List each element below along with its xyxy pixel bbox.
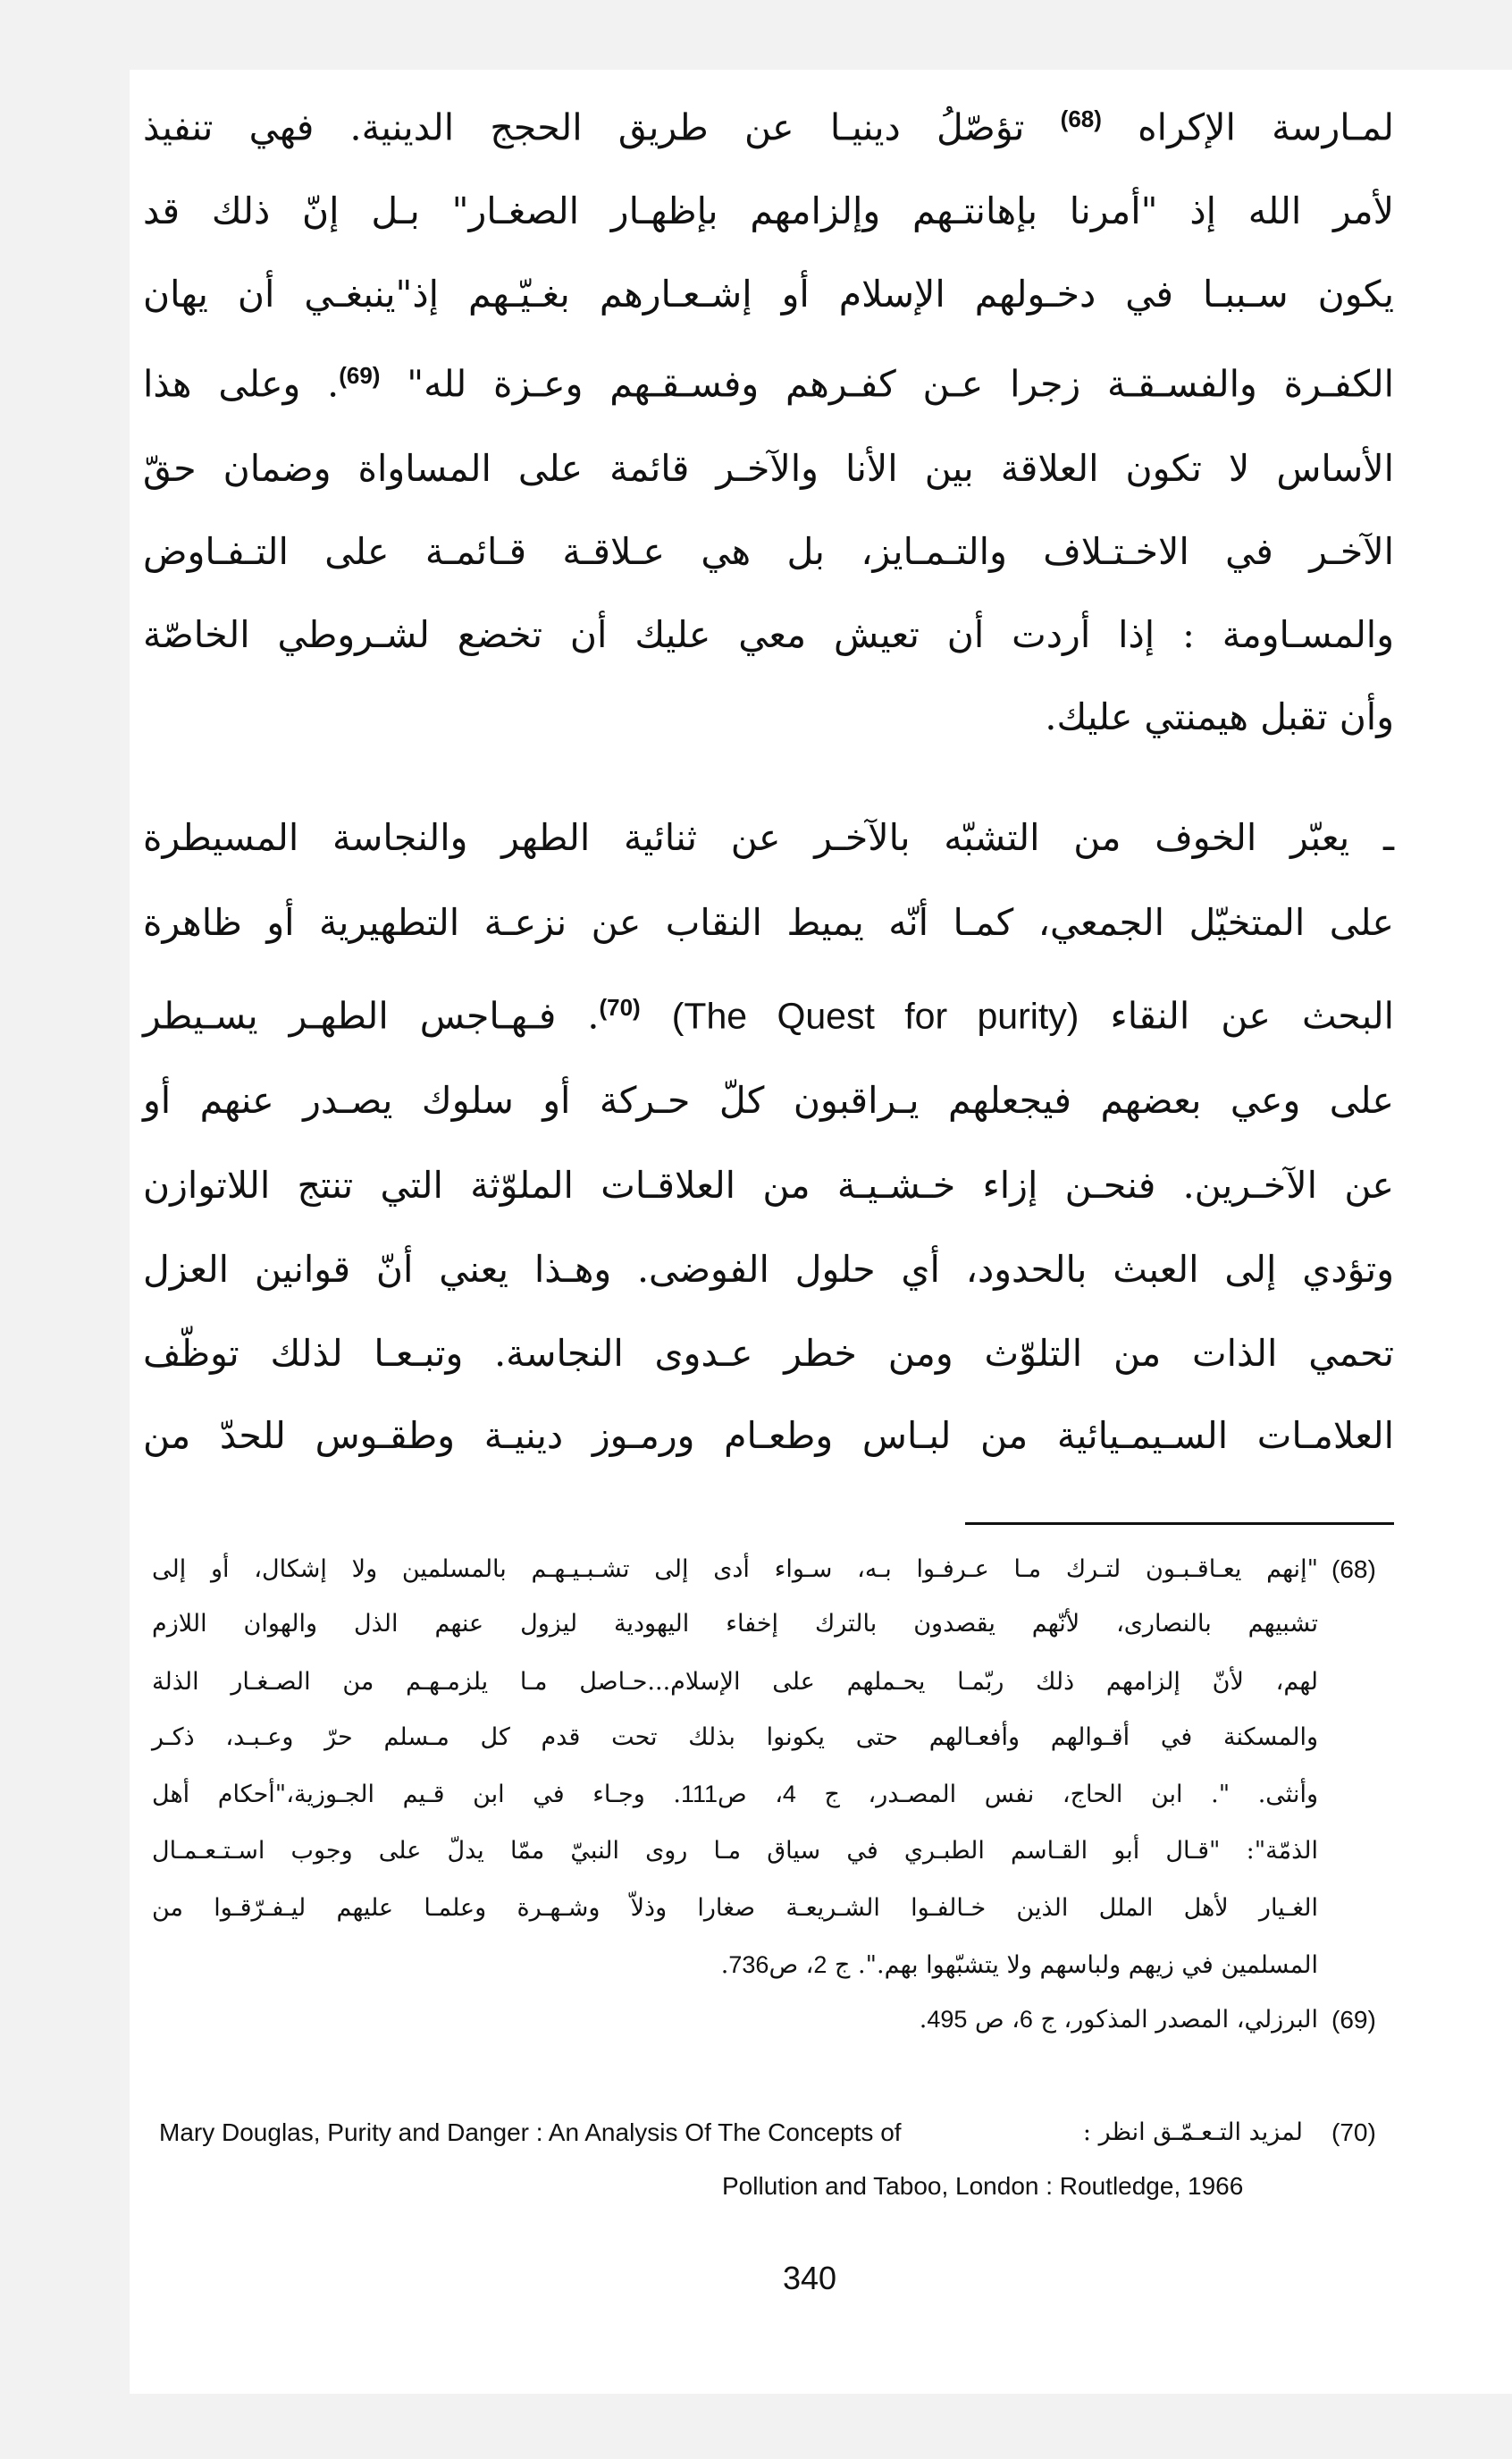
footnote-ref-68[interactable]: (68) — [1060, 105, 1102, 132]
body-line: الكفـرة والفسـقـة زجرا عـن كفـرهم وفسـقـهم وعـزة لله" $^{(69)}$. وعلى هذا — [143, 362, 1394, 406]
footnote-line: تشبيهم بالنصارى، لأنّهم يقصدون بالترك إخفاء اليهودية ليزول عنهم الذل والهوان اللازم — [152, 1610, 1318, 1638]
citation-english: Pollution and Taboo, London : Routledge, 1966 — [722, 2172, 1244, 2200]
body-line: الأساس لا تكون العلاقة بين الأنا والآخـر قائمة على المساواة وضمان حقّ — [143, 447, 1394, 490]
english-term: (The Quest for purity) — [671, 995, 1079, 1037]
page-number: 340 — [782, 2260, 837, 2296]
body-line: والمسـاومة : إذا أردت أن تعيش معي عليك أن تخضع لشـروطي الخاصّة — [143, 613, 1394, 656]
footnote-line: وأنثى. ". ابن الحاج، نفس المصـدر، ج 4، ص111. وجـاء في ابن قـيم الجـوزية،"أحكام أهل — [152, 1781, 1318, 1808]
footnote-line: الغـيار لأهل الملل الذين خـالفـوا الشـريعـة صغارا وذلاّ وشـهـرة وعلمـا عليهم ليـفـرّقـوا من — [152, 1894, 1318, 1922]
body-line: على وعي بعضهم فيجعلهم يـراقبون كلّ حـركة أو سلوك يصـدر عنهم أو — [143, 1079, 1394, 1122]
footnote-line: "إنهم يعـاقـبـون لتـرك مـا عـرفـوا بـه، سـواء أدى إلى تشـبـيـهـم بالمسلمين ولا إشكال، أو إلى — [152, 1555, 1318, 1583]
footnote-ref-70[interactable]: (70) — [599, 994, 641, 1021]
footnote-ref-69[interactable]: (69) — [339, 362, 381, 389]
body-line: تحمي الذات من التلوّث ومن خطر عـدوى النجاسة. وتبـعـا لذلك توظّف — [143, 1332, 1394, 1375]
body-line: الآخـر في الاخـتـلاف والتـمـايز، بل هي عـلاقـة قـائمـة على التـفـاوض — [143, 530, 1394, 573]
footnote-line: والمسكنة في أقـوالهم وأفعـالهم حتى يكونوا بذلك تحت قدم كل مـسلم حرّ وعـبـد، ذكـر — [152, 1723, 1318, 1751]
footnote-line: لهم، لأنّ إلزامهم ذلك ربّمـا يحـملهم على الإسلام...حـاصل مـا يلزمـهـم من الصـغـار الذلة — [152, 1668, 1318, 1696]
body-line: يكون سـببـا في دخـولهم الإسلام أو إشـعـارهم بغـيّـهم إذ"ينبغـي أن يهان — [143, 273, 1394, 316]
footnote-label: (69) — [1331, 2006, 1376, 2034]
footnote-line: المسلمين في زيهم ولباسهم ولا يتشبّهوا بهم.". ج 2، ص736. — [720, 1951, 1318, 1979]
body-line: ـ يعبّر الخوف من التشبّه بالآخـر عن ثنائية الطهر والنجاسة المسيطرة — [143, 816, 1394, 859]
body-line: عن الآخـرين. فنحـن إزاء خـشـيـة من العلاقـات الملوّثة التي تنتج اللاتوازن — [143, 1164, 1394, 1207]
footnote-separator — [965, 1522, 1394, 1525]
citation-arabic: لمزيد التـعـمّـق انظر : — [1082, 2118, 1303, 2146]
footnote-line: البرزلي، المصدر المذكور، ج 6، ص 495. — [919, 2006, 1318, 2034]
footnote-line: الذمّة": "قـال أبو القـاسم الطبـري في سياق مـا روى النبيّ ممّا يدلّ على وجوب اسـتـعـمـال — [152, 1837, 1318, 1865]
footnote-label: (68) — [1331, 1555, 1376, 1583]
body-line: وأن تقبل هيمنتي عليك. — [1045, 695, 1394, 738]
body-line: العلامـات السـيمـيائية من لبـاس وطعـام ورمـوز دينيـة وطقـوس للحدّ من — [143, 1414, 1394, 1457]
book-page — [130, 70, 1512, 2394]
body-line: لأمر الله إذ "أمرنا بإهانتـهم وإلزامهم بإظهـار الصغـار" بـل إنّ ذلك قد — [143, 189, 1394, 232]
footnote-label: (70) — [1331, 2118, 1376, 2146]
citation-english: Mary Douglas, Purity and Danger : An Analysis Of The Concepts of — [159, 2118, 902, 2146]
body-line: وتؤدي إلى العبث بالحدود، أي حلول الفوضى. وهـذا يعني أنّ قوانين العزل — [143, 1248, 1394, 1291]
body-line: لمـارسة الإكراه $^{(68)}$ تؤصّلُ دينيـا عن طريق الحجج الدينية. فهي تنفيذ — [143, 105, 1394, 149]
body-line: على المتخيّل الجمعي، كمـا أنّه يميط النقاب عن نزعـة التطهيرية أو ظاهرة — [143, 901, 1394, 944]
body-line: البحث عن النقاء (The Quest for purity) $^{(70)}$. فـهـاجس الطهـر يسـيطر — [143, 994, 1394, 1038]
